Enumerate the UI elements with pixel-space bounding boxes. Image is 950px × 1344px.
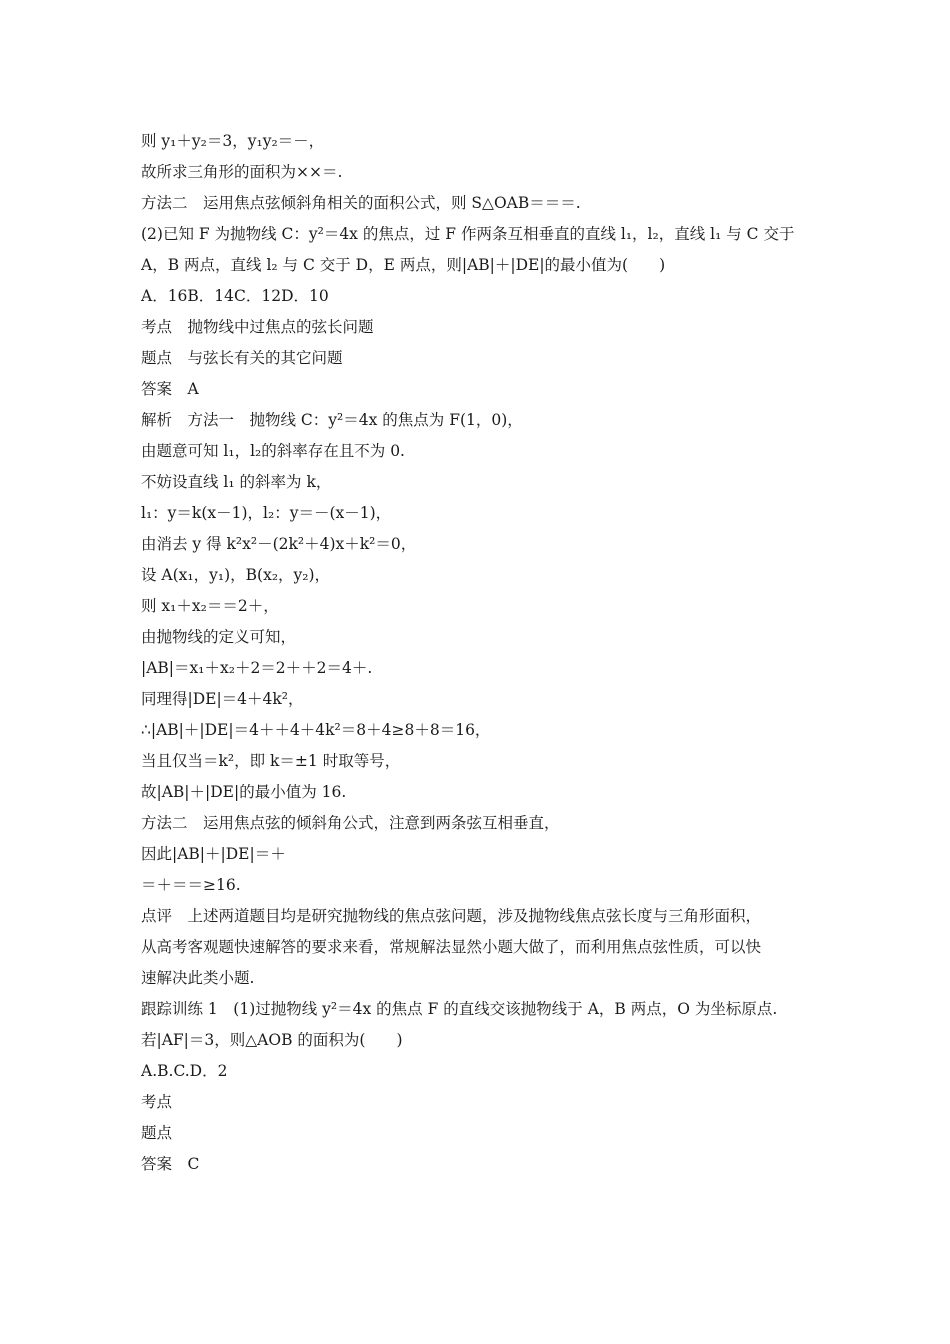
solution-line: 当且仅当＝k²，即 k＝±1 时取等号， — [141, 752, 401, 770]
solution-line: 解析 方法一 抛物线 C：y²＝4x 的焦点为 F(1，0)， — [141, 411, 523, 429]
answer-choices: A．16B．14C．12D．10 — [141, 287, 329, 305]
comment-line: 速解决此类小题. — [141, 969, 255, 987]
exercise-statement-line: 若|AF|＝3，则△AOB 的面积为( ) — [141, 1031, 403, 1049]
comment-line: 点评 上述两道题目均是研究抛物线的焦点弦问题，涉及抛物线焦点弦长度与三角形面积， — [141, 907, 762, 925]
subtopic-label: 题点 与弦长有关的其它问题 — [141, 349, 343, 367]
solution-line: 设 A(x₁，y₁)，B(x₂，y₂)， — [141, 566, 331, 584]
problem-statement-line: A，B 两点，直线 l₂ 与 C 交于 D，E 两点，则|AB|＋|DE|的最小值为( ) — [141, 256, 666, 274]
solution-line: 由题意可知 l₁，l₂的斜率存在且不为 0. — [141, 442, 405, 460]
solution-line: ∴|AB|＋|DE|＝4＋＋4＋4k²＝8＋4≥8＋8＝16， — [141, 721, 491, 739]
solution-line: 故|AB|＋|DE|的最小值为 16. — [141, 783, 347, 801]
solution-line: 不妨设直线 l₁ 的斜率为 k， — [141, 473, 332, 491]
topic-label: 考点 抛物线中过焦点的弦长问题 — [141, 318, 374, 336]
answer-label: 答案 C — [141, 1155, 200, 1173]
solution-line: 由消去 y 得 k²x²－(2k²＋4)x＋k²＝0， — [141, 535, 417, 553]
comment-line: 从高考客观题快速解答的要求来看，常规解法显然小题大做了，而利用焦点弦性质，可以快 — [141, 938, 762, 956]
answer-label: 答案 A — [141, 380, 199, 398]
solution-line: 则 x₁＋x₂＝＝2＋， — [141, 597, 279, 615]
document-body — [141, 126, 821, 1180]
solution-line: 同理得|DE|＝4＋4k²， — [141, 690, 304, 708]
solution-line: |AB|＝x₁＋x₂＋2＝2＋＋2＝4＋. — [141, 659, 373, 677]
solution-line: l₁：y＝k(x－1)，l₂：y＝－(x－1)， — [141, 504, 392, 522]
text-line: 故所求三角形的面积为××＝. — [141, 163, 343, 181]
problem-statement-line: (2)已知 F 为抛物线 C：y²＝4x 的焦点，过 F 作两条互相垂直的直线 l₁，l₂，直线 l₁ 与 C 交于 — [141, 225, 795, 243]
subtopic-label: 题点 — [141, 1124, 173, 1142]
answer-choices: A.B.C.D．2 — [141, 1062, 228, 1080]
text-line: 方法二 运用焦点弦倾斜角相关的面积公式，则 S△OAB＝＝＝. — [141, 194, 581, 212]
text-line: 则 y₁＋y₂＝3，y₁y₂＝－， — [141, 132, 325, 150]
exercise-statement-line: 跟踪训练 1 (1)过抛物线 y²＝4x 的焦点 F 的直线交该抛物线于 A，B 两点，O 为坐标原点. — [141, 1000, 778, 1018]
solution-line: 方法二 运用焦点弦的倾斜角公式，注意到两条弦互相垂直， — [141, 814, 560, 832]
solution-line: ＝＋＝＝≥16. — [141, 876, 241, 894]
solution-line: 由抛物线的定义可知， — [141, 628, 297, 646]
topic-label: 考点 — [141, 1093, 173, 1111]
solution-line: 因此|AB|＋|DE|＝＋ — [141, 845, 286, 863]
